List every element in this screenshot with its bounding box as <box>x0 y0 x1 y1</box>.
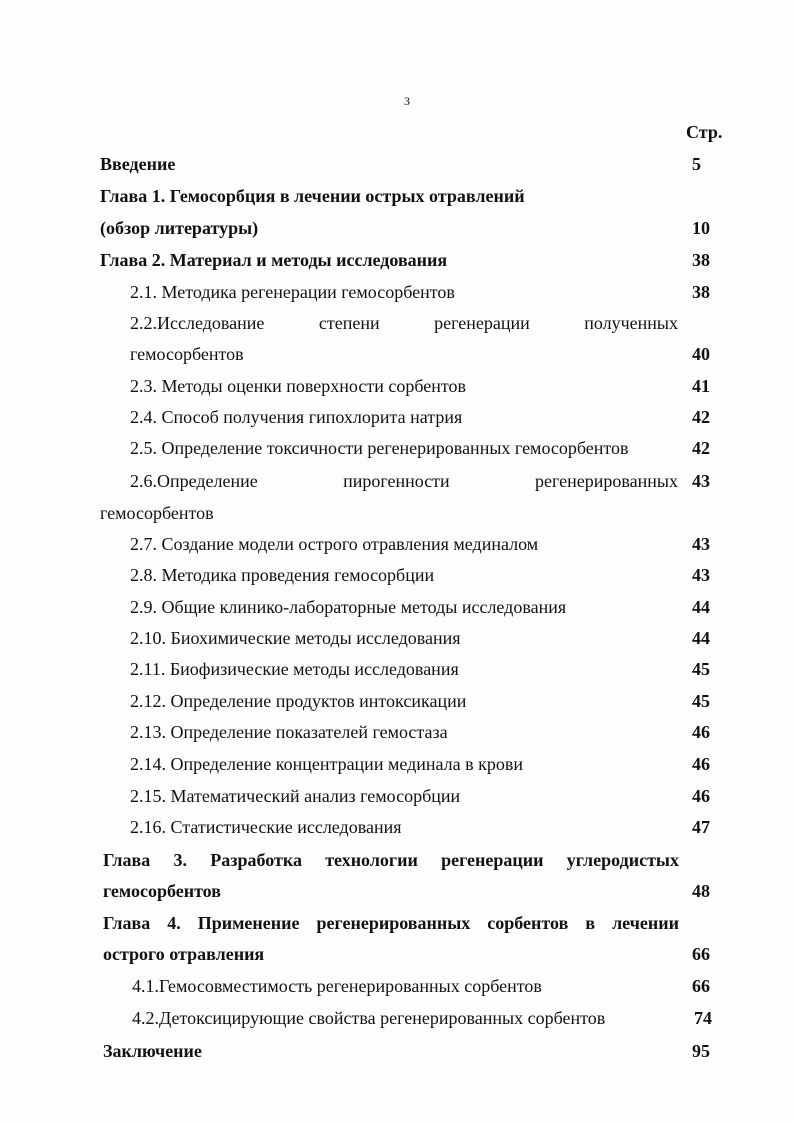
toc-entry-chapter-2: Глава 2. Материал и методы исследования <box>100 250 448 270</box>
toc-word: 4. <box>167 913 181 933</box>
toc-page-2-3: 41 <box>692 376 710 396</box>
toc-page-2-7: 43 <box>692 534 710 554</box>
toc-word: Глава <box>103 913 151 933</box>
toc-entry-2-2 <box>130 312 678 334</box>
toc-page-chapter-2: 38 <box>692 250 710 270</box>
toc-page-2-5: 42 <box>692 438 710 458</box>
toc-page-chapter-3: 48 <box>692 881 710 901</box>
toc-page-2-1: 38 <box>692 282 710 302</box>
toc-entry-chapter-1-cont: (обзор литературы) <box>100 218 259 238</box>
page-column-header: Стр. <box>686 122 723 142</box>
toc-entry-chapter-4-cont: острого отравления <box>103 944 265 964</box>
toc-word: технологии <box>325 850 418 870</box>
toc-entry-2-6-cont: гемосорбентов <box>100 503 214 523</box>
toc-word: сорбентов <box>487 913 569 933</box>
toc-word: 3. <box>173 850 187 870</box>
toc-word: Глава <box>103 850 151 870</box>
toc-word: пирогенности <box>343 471 450 491</box>
toc-page-4-1: 66 <box>692 976 710 996</box>
toc-entry-2-7: 2.7. Создание модели острого отравления мединалом <box>130 534 539 554</box>
toc-entry-conclusion: Заключение <box>103 1041 202 1061</box>
toc-page-2-8: 43 <box>692 565 710 585</box>
toc-word: углеродистых <box>566 850 679 870</box>
toc-page-2-2: 40 <box>692 344 710 364</box>
toc-page-2-13: 46 <box>692 722 710 742</box>
toc-word: регенерации <box>441 850 544 870</box>
toc-entry-2-9: 2.9. Общие клинико-лабораторные методы исследования <box>130 597 567 617</box>
toc-page-2-15: 46 <box>692 786 710 806</box>
toc-entry-4-2: 4.2.Детоксицирующие свойства регенерированных сорбентов <box>132 1008 606 1028</box>
toc-word: регенерированных <box>316 913 471 933</box>
toc-entry-2-3: 2.3. Методы оценки поверхности сорбентов <box>130 376 466 396</box>
toc-page-conclusion: 95 <box>692 1041 710 1061</box>
toc-word: в <box>585 913 596 933</box>
toc-page-2-6: 43 <box>692 471 710 491</box>
toc-page-chapter-1: 10 <box>692 218 710 238</box>
toc-page-2-9: 44 <box>692 597 710 617</box>
toc-page-2-11: 45 <box>692 659 710 679</box>
toc-entry-chapter-4 <box>103 912 679 934</box>
toc-entry-2-8: 2.8. Методика проведения гемосорбции <box>130 565 435 585</box>
toc-word: лечении <box>612 913 679 933</box>
toc-entry-2-6 <box>130 470 678 492</box>
toc-entry-2-16: 2.16. Статистические исследования <box>130 817 402 837</box>
toc-page-2-10: 44 <box>692 628 710 648</box>
toc-word: регенерированных <box>535 471 678 491</box>
toc-page-2-4: 42 <box>692 407 710 427</box>
page-number: 3 <box>404 94 410 108</box>
toc-page-2-12: 45 <box>692 691 710 711</box>
toc-entry-2-10: 2.10. Биохимические методы исследования <box>130 628 461 648</box>
toc-word: 2.2.Исследование <box>130 313 265 333</box>
toc-word: 2.6.Определение <box>130 471 258 491</box>
toc-word: Разработка <box>210 850 302 870</box>
toc-entry-4-1: 4.1.Гемосовместимость регенерированных сорбентов <box>132 976 542 996</box>
toc-entry-2-4: 2.4. Способ получения гипохлорита натрия <box>130 407 463 427</box>
toc-entry-2-14: 2.14. Определение концентрации мединала в крови <box>130 754 524 774</box>
toc-entry-2-13: 2.13. Определение показателей гемостаза <box>130 722 448 742</box>
toc-page-chapter-4: 66 <box>692 944 710 964</box>
toc-word: Применение <box>197 913 300 933</box>
toc-entry-2-2-cont: гемосорбентов <box>130 344 244 364</box>
toc-page-introduction: 5 <box>692 154 701 174</box>
toc-entry-2-15: 2.15. Математический анализ гемосорбции <box>130 786 461 806</box>
toc-entry-2-5: 2.5. Определение токсичности регенерированных гемосорбентов <box>130 438 629 458</box>
toc-page-2-14: 46 <box>692 754 710 774</box>
toc-word: степени <box>318 313 380 333</box>
toc-entry-chapter-1: Глава 1. Гемосорбция в лечении острых отравлений <box>100 186 525 206</box>
toc-entry-2-12: 2.12. Определение продуктов интоксикации <box>130 691 467 711</box>
toc-word: полученных <box>584 313 678 333</box>
toc-entry-2-11: 2.11. Биофизические методы исследования <box>130 659 459 679</box>
toc-entry-chapter-3 <box>103 849 679 871</box>
toc-entry-introduction: Введение <box>100 154 176 174</box>
toc-page-4-2: 74 <box>694 1008 712 1028</box>
toc-entry-2-1: 2.1. Методика регенерации гемосорбентов <box>130 282 455 302</box>
toc-word: регенерации <box>434 313 530 333</box>
toc-entry-chapter-3-cont: гемосорбентов <box>103 881 221 901</box>
toc-page-2-16: 47 <box>692 817 710 837</box>
